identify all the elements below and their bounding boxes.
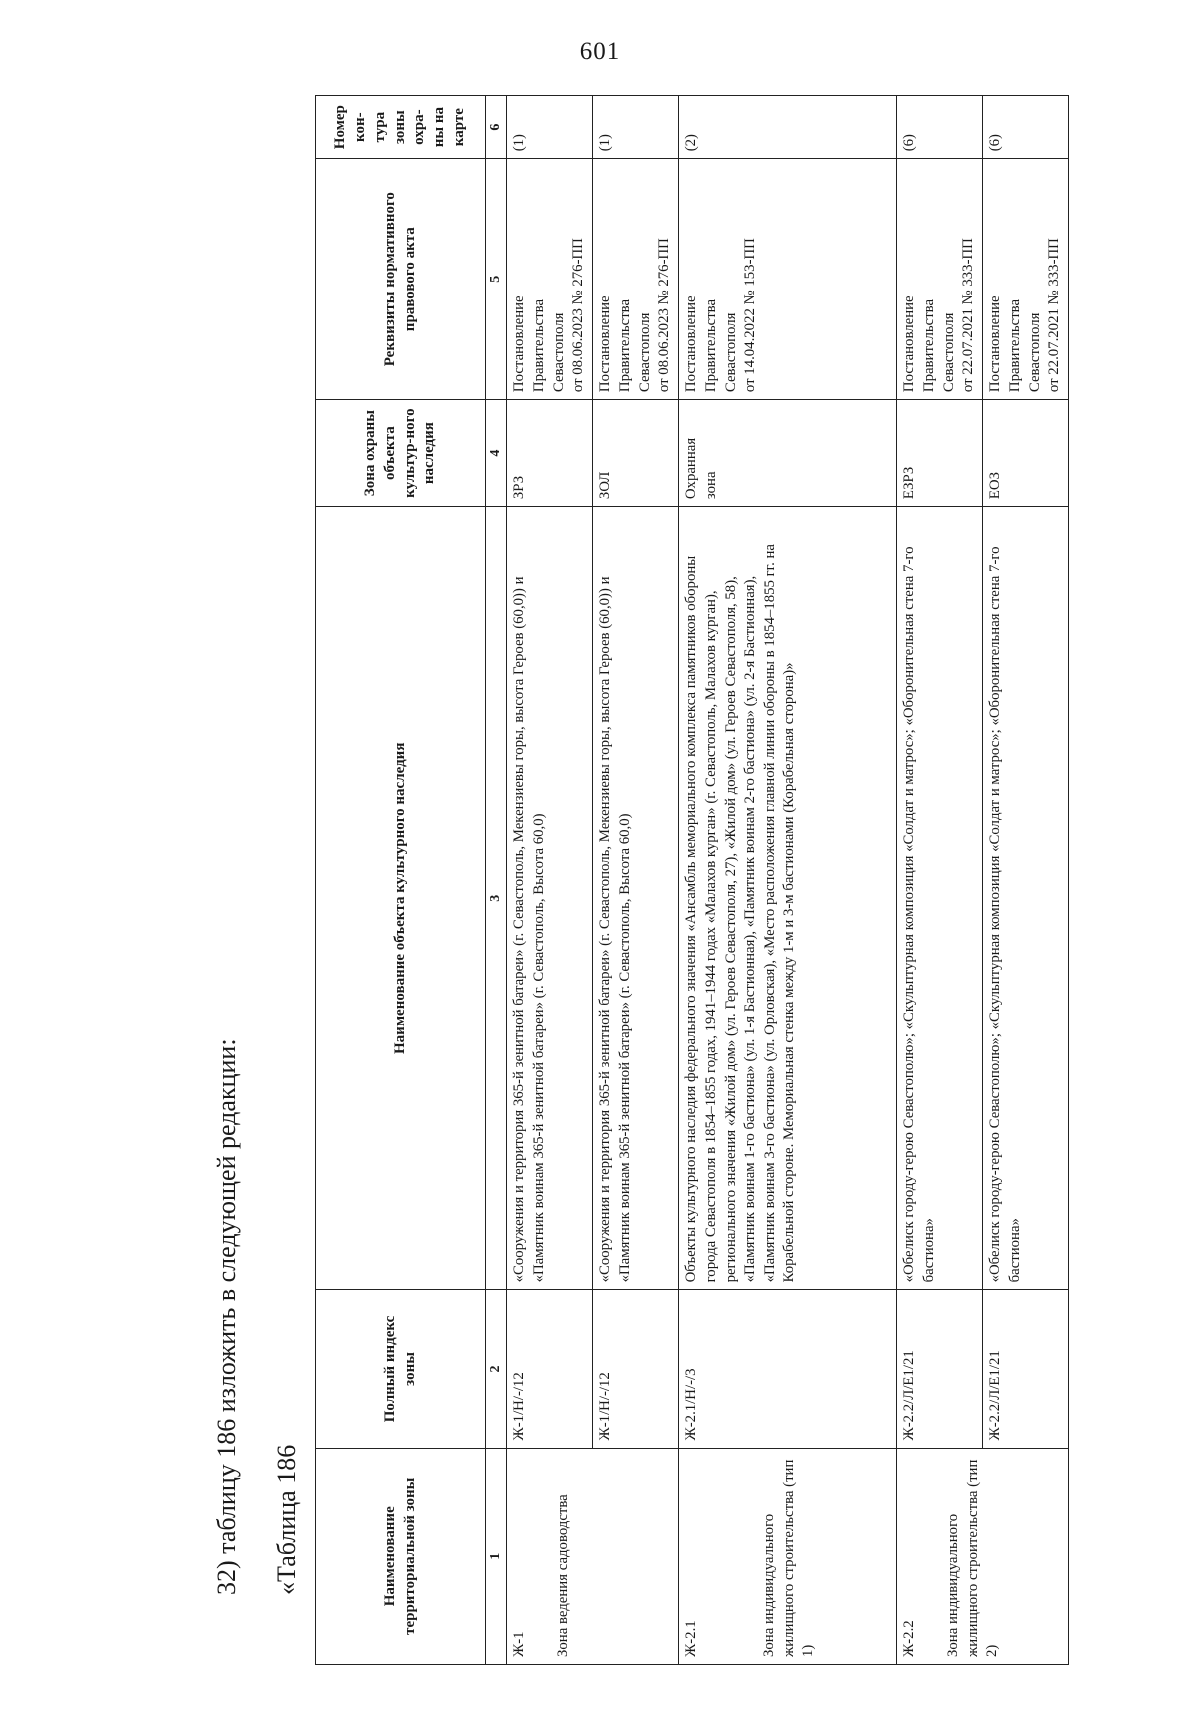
legal-act-cell <box>897 159 983 400</box>
act-line: Постановление <box>511 295 528 393</box>
legal-act-cell <box>679 159 897 400</box>
act-line: от 14.04.2022 № 153-ПП <box>742 238 759 393</box>
table-row <box>593 96 679 1665</box>
act-line: от 08.06.2023 № 276-ПП <box>570 238 587 393</box>
act-line: Правительства <box>921 298 937 393</box>
zone-index-cell: Ж-2.2/Л/Е1/21 <box>983 1290 1069 1448</box>
act-line: Постановление <box>987 295 1004 393</box>
rotated-page-content <box>212 95 1063 1665</box>
header-heritage-object: Наименование объекта культурного наследия <box>316 507 486 1290</box>
column-number: 1 <box>486 1448 507 1664</box>
zone-index-cell: Ж-2.2/Л/Е1/21 <box>897 1290 983 1448</box>
zone-code: Ж-1 <box>511 1631 528 1657</box>
legal-act-cell <box>593 159 679 400</box>
zone-index-cell: Ж-1/Н/-/12 <box>507 1290 593 1448</box>
contour-number-cell: (1) <box>593 96 679 159</box>
header-legal-act: Реквизиты нормативного правового акта <box>316 159 486 400</box>
act-line: Севастополя <box>1026 312 1043 393</box>
protection-zone-cell: ЗРЗ <box>507 400 593 507</box>
header-zone-index: Полный индекс зоны <box>316 1290 486 1448</box>
heritage-object-cell: «Сооружения и территория 365-й зенитной батареи» (г. Севастополь, Мекензиевы горы, высота Героев (60,0)) и «Памятник воинам 365-й зенитной батареи» (г. Севастополь, Высота 60,0) <box>507 507 593 1290</box>
act-line: Правительства <box>1007 298 1023 393</box>
heritage-object-cell: «Сооружения и территория 365-й зенитной батареи» (г. Севастополь, Мекензиевы горы, высота Героев (60,0)) и «Памятник воинам 365-й зенитной батареи» (г. Севастополь, Высота 60,0) <box>593 507 679 1290</box>
act-line: Правительства <box>703 298 719 393</box>
territorial-zone-cell <box>679 1448 897 1664</box>
zone-name: Зона ведения садоводства <box>555 1494 571 1657</box>
legal-act-cell <box>983 159 1069 400</box>
act-line: Севастополя <box>722 312 739 393</box>
column-number: 3 <box>486 507 507 1290</box>
act-line: Севастополя <box>550 312 567 393</box>
amendment-instruction: 32) таблицу 186 изложить в следующей редакции: <box>212 1038 241 1595</box>
act-line: Правительства <box>531 298 547 393</box>
contour-number-cell: (1) <box>507 96 593 159</box>
contour-number-cell: (6) <box>983 96 1069 159</box>
act-line: Севастополя <box>940 312 957 393</box>
zone-code: Ж-2.2 <box>901 1620 918 1657</box>
territorial-zone-cell <box>507 1448 679 1664</box>
table-header-row <box>316 96 486 1665</box>
zones-table <box>315 95 1069 1665</box>
table-row <box>897 96 983 1665</box>
contour-number-cell: (6) <box>897 96 983 159</box>
table-caption: «Таблица 186 <box>272 1444 301 1595</box>
heritage-object-cell: Объекты культурного наследия федерального значения «Ансамбль мемориального комплекса памятников обороны города Севастополя в 1854–1855 годах, 1941–1944 годах «Малахов курган» (г. Севастополь, Малахов курган), регионального значения «Жилой дом» (ул. Героев Севастополя, 27), «Жилой дом» (ул. Героев Севастополя, 58), «Памятник воинам 1-го бастиона» (ул. 1-я Бастионная), «Памятник воинам 2-го бастиона» (ул. 2-я Бастионная), «Памятник воинам 3-го бастиона» (ул. Орловская), «Место расположения главной линии обороны в 1854–1855 гг. на Корабельной стороне. Мемориальная стенка между 1-м и 3-м бастионами (Корабельная сторона)» <box>679 507 897 1290</box>
zone-index-cell: Ж-2.1/Н/-/3 <box>679 1290 897 1448</box>
territorial-zone-cell <box>897 1448 1069 1664</box>
header-zone-name: Наименование территориальной зоны <box>316 1448 486 1664</box>
zone-name: Зона индивидуального жилищного строительства (тип 2) <box>945 1459 1001 1657</box>
column-number: 2 <box>486 1290 507 1448</box>
contour-number-cell: (2) <box>679 96 897 159</box>
act-line: от 22.07.2021 № 333-ПП <box>960 238 977 393</box>
page-number: 601 <box>579 38 621 65</box>
column-number-row <box>486 96 507 1665</box>
column-number: 5 <box>486 159 507 400</box>
act-line: от 22.07.2021 № 333-ПП <box>1046 238 1063 393</box>
table-row <box>983 96 1069 1665</box>
act-line: Постановление <box>683 295 700 393</box>
table-row <box>679 96 897 1665</box>
header-protection-zone: Зона охраны объекта культур-ного наследия <box>316 400 486 507</box>
act-line: Постановление <box>901 295 918 393</box>
protection-zone-cell: ЗОЛ <box>593 400 679 507</box>
column-number: 6 <box>486 96 507 159</box>
zone-code: Ж-2.1 <box>683 1620 700 1657</box>
act-line: от 08.06.2023 № 276-ПП <box>656 238 673 393</box>
protection-zone-cell: Охранная зона <box>679 400 897 507</box>
act-line: Постановление <box>597 295 614 393</box>
column-number: 4 <box>486 400 507 507</box>
table-row <box>507 96 593 1665</box>
header-contour-number: Номер кон-тура зоны охра-ны на карте <box>316 96 486 159</box>
protection-zone-cell: ЕЗРЗ <box>897 400 983 507</box>
heritage-object-cell: «Обелиск городу-герою Севастополю»; «Скульптурная композиция «Солдат и матрос»; «Оборонительная стена 7-го бастиона» <box>983 507 1069 1290</box>
zone-index-cell: Ж-1/Н/-/12 <box>593 1290 679 1448</box>
act-line: Севастополя <box>636 312 653 393</box>
legal-act-cell <box>507 159 593 400</box>
zone-name: Зона индивидуального жилищного строительства (тип 1) <box>761 1459 817 1657</box>
protection-zone-cell: ЕОЗ <box>983 400 1069 507</box>
act-line: Правительства <box>617 298 633 393</box>
heritage-object-cell: «Обелиск городу-герою Севастополю»; «Скульптурная композиция «Солдат и матрос»; «Оборонительная стена 7-го бастиона» <box>897 507 983 1290</box>
